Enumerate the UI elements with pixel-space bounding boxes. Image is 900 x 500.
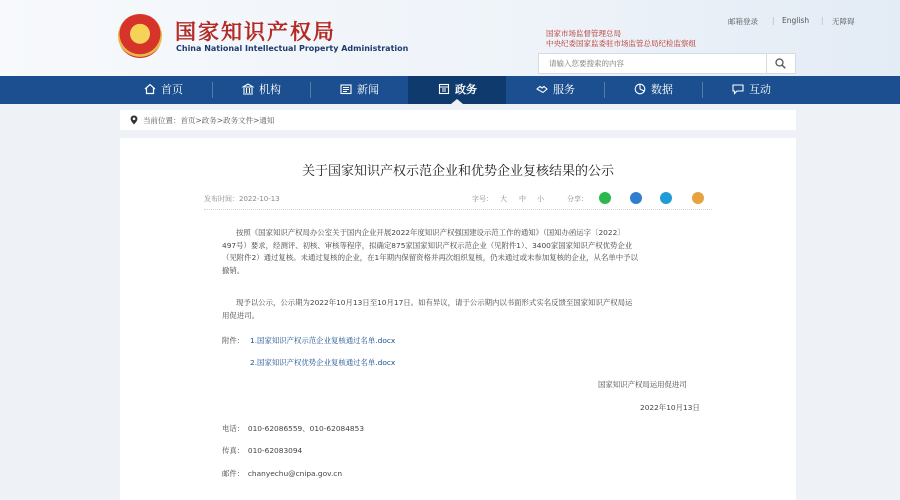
font-size-large[interactable]: 大 <box>500 195 507 203</box>
paragraph-2: 现予以公示，公示期为2022年10月13日至10月17日。如有异议，请于公示期内以书面形式实名反馈至国家知识产权局运 <box>236 298 633 307</box>
nav-label: 数据 <box>651 83 673 96</box>
nav-data[interactable] <box>604 76 702 104</box>
top-links: 邮箱登录 | English | 无障碍 <box>728 16 855 26</box>
english-link[interactable]: English <box>782 16 810 25</box>
attachments-label: 附件： <box>222 336 245 345</box>
building-icon <box>242 83 254 95</box>
search-box <box>538 53 796 74</box>
wechat-share-icon[interactable] <box>599 192 611 204</box>
location-pin-icon <box>130 115 138 125</box>
nav-institution[interactable] <box>212 76 310 104</box>
font-size-label: 字号： <box>472 195 493 203</box>
accessibility-link[interactable]: 无障碍 <box>832 17 855 26</box>
font-size-small[interactable]: 小 <box>537 195 544 203</box>
nav-service[interactable] <box>506 76 604 104</box>
contact-email: 邮件： chanyechu@cnipa.gov.cn <box>222 469 343 478</box>
search-input[interactable] <box>539 54 765 73</box>
samr-link[interactable]: 国家市场监督管理总局 <box>546 29 621 38</box>
nav-label: 新闻 <box>357 83 379 96</box>
newspaper-icon <box>340 83 352 95</box>
chat-icon <box>732 83 744 95</box>
national-emblem-icon[interactable]: ★ <box>118 14 162 58</box>
search-icon <box>775 58 786 69</box>
nav-news[interactable] <box>310 76 408 104</box>
nav-label: 互动 <box>749 83 771 96</box>
nav-interaction[interactable] <box>702 76 800 104</box>
article-title: 关于国家知识产权示范企业和优势企业复核结果的公示 <box>301 164 614 179</box>
government-icon <box>438 83 450 95</box>
paragraph-2-cont: 用促进司。 <box>222 310 259 320</box>
attachment-1-link[interactable]: 1.国家知识产权示范企业复核通过名单.docx <box>250 336 396 345</box>
nav-label: 服务 <box>553 83 575 96</box>
nav-label: 政务 <box>455 83 477 96</box>
nav-government[interactable] <box>408 76 506 104</box>
inspection-group-link[interactable]: 中央纪委国家监委驻市场监管总局纪检监察组 <box>546 39 696 48</box>
paragraph-1-cont: 497号）要求，经测评、初核、审核等程序，拟确定875家国家知识产权示范企业（见附件1）、3400家国家知识产权优势企业 （见附件2）通过复核。未通过复核的企业，在1年期内保留资格并再次组织复核，仍未通过或未参加复核的企业，从名单中予以 撤销。 <box>222 240 638 275</box>
search-button[interactable] <box>766 54 795 73</box>
site-logo-subtitle: China National Intellectual Property Administration <box>176 44 409 53</box>
qzone-share-icon[interactable] <box>630 192 642 204</box>
main-nav <box>0 76 900 104</box>
attachment-2-link[interactable]: 2.国家知识产权优势企业复核通过名单.docx <box>250 358 396 367</box>
site-logo-title[interactable]: 国家知识产权局 <box>175 20 336 44</box>
site-header <box>0 0 900 76</box>
article <box>120 138 796 500</box>
share-label: 分享： <box>567 195 588 203</box>
breadcrumb-text[interactable]: 当前位置：首页>政务>政务文件>通知 <box>143 116 275 125</box>
weibo-share-icon[interactable] <box>692 192 704 204</box>
home-icon <box>144 83 156 95</box>
font-size-medium[interactable]: 中 <box>519 195 526 203</box>
contact-fax: 传真： 010-62083094 <box>222 446 303 455</box>
sign-date: 2022年10月13日 <box>640 403 700 412</box>
mail-login-link[interactable]: 邮箱登录 <box>728 17 758 26</box>
signature: 国家知识产权局运用促进司 <box>598 380 687 389</box>
handshake-icon <box>536 83 548 95</box>
nav-home[interactable] <box>114 76 212 104</box>
paragraph-1: 按照《国家知识产权局办公室关于国内企业开展2022年度知识产权强国建设示范工作的通知》（国知办函运字〔2022〕 <box>236 228 625 237</box>
qq-share-icon[interactable] <box>660 192 672 204</box>
breadcrumb <box>120 110 796 130</box>
article-meta <box>204 192 712 210</box>
contact-phone: 电话： 010-62086559、010-62084853 <box>222 424 365 433</box>
nav-label: 首页 <box>161 83 183 96</box>
chart-icon <box>634 83 646 95</box>
publish-date: 发布时间：2022-10-13 <box>204 195 280 203</box>
nav-label: 机构 <box>259 83 281 96</box>
